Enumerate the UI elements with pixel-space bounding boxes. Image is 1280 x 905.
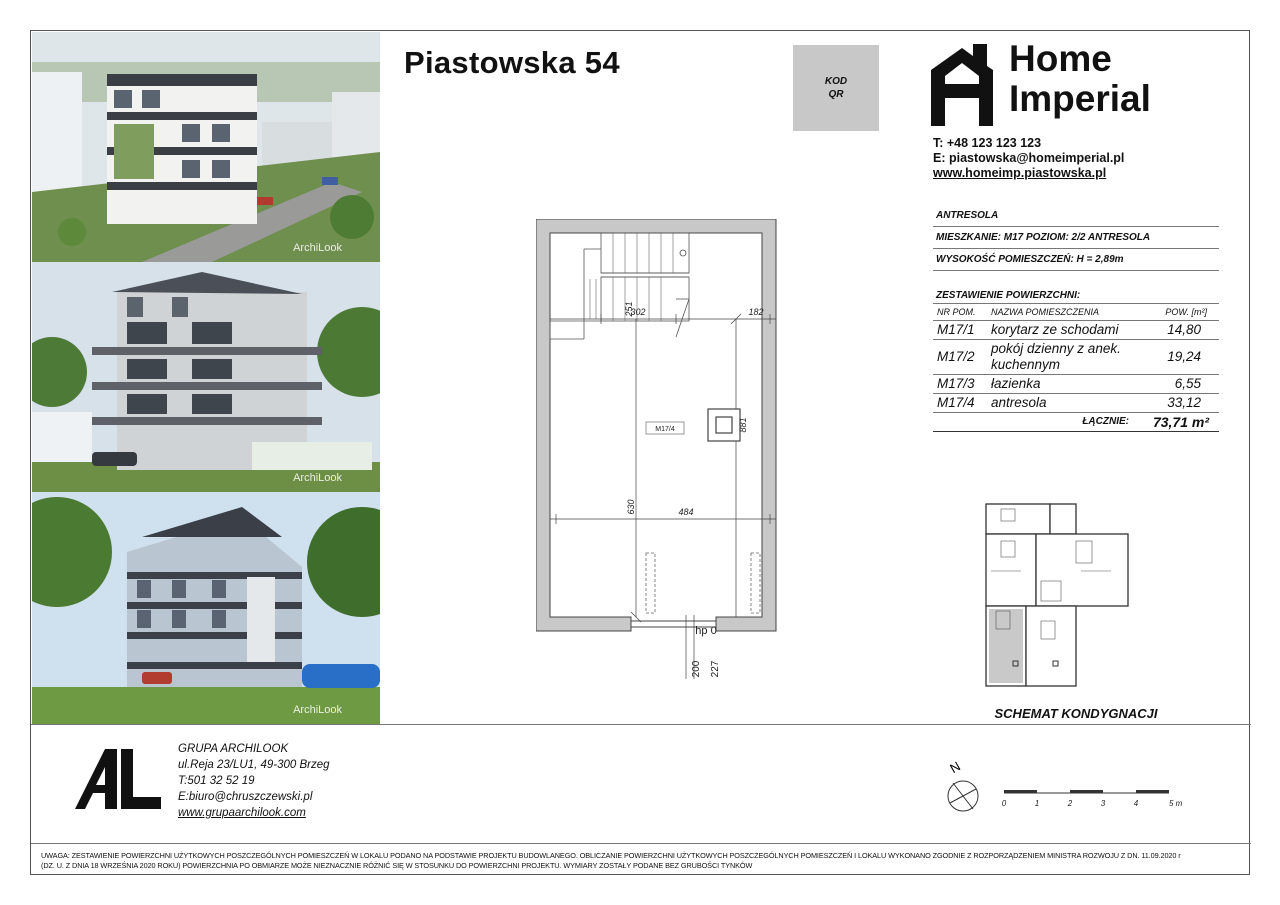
room-name: antresola xyxy=(987,394,1139,413)
dim-label: 302 xyxy=(630,307,646,317)
qr-label: QR xyxy=(828,89,844,100)
disclaimer-line: (DZ. U. Z DNIA 18 WRZEŚNIA 2020 ROKU) POWIERZCHNIA PO OBMIARZE MOŻE NIEZNACZNIE RÓŻNIĆ SIĘ W STOSUNKU DO POWIERZCHNI PROJEKTU. WYMIARY ZOSTAŁY PODANE BEZ GRUBOŚCI TYNKÓW xyxy=(41,861,753,870)
firm-website-link[interactable]: www.grupaarchilook.com xyxy=(178,807,306,819)
floor-schematic xyxy=(981,501,1131,698)
firm-email[interactable]: E:biuro@chruszczewski.pl xyxy=(178,791,313,803)
room-area: 14,80 xyxy=(1139,321,1219,340)
qr-label: KOD xyxy=(824,76,848,87)
dim-label: 881 xyxy=(738,417,748,433)
page-title: Piastowska 54 xyxy=(404,45,620,80)
scale-tick: 4 xyxy=(1133,799,1139,808)
total-row xyxy=(933,413,1219,432)
dim-label: 200 xyxy=(691,660,702,678)
room-area: 6,55 xyxy=(1139,375,1219,394)
dim-label: 251 xyxy=(624,301,634,317)
render-watermark: ArchiLook xyxy=(293,472,342,484)
room-label: M17/4 xyxy=(655,426,675,433)
col-header-name: NAZWA POMIESZCZENIA xyxy=(987,304,1139,321)
room-name: pokój dzienny z anek. kuchennym xyxy=(987,340,1139,375)
brand-name-line: Imperial xyxy=(1009,78,1151,119)
home-imperial-logo-icon xyxy=(931,44,993,131)
render-aerial-view xyxy=(32,32,380,262)
table-row xyxy=(933,340,1219,375)
total-label: ŁĄCZNIE: xyxy=(987,413,1139,432)
room-area: 33,12 xyxy=(1139,394,1219,413)
firm-address: ul.Reja 23/LU1, 49-300 Brzeg xyxy=(178,759,330,771)
scale-tick: 3 xyxy=(1100,799,1106,808)
contact-website-link[interactable]: www.homeimp.piastowska.pl xyxy=(933,166,1107,180)
col-header-nr: NR POM. xyxy=(933,304,987,321)
table-row xyxy=(933,375,1219,394)
room-number: M17/1 xyxy=(933,321,987,340)
room-number: M17/4 xyxy=(933,394,987,413)
render-corner-view xyxy=(32,492,380,724)
table-row xyxy=(933,321,1219,340)
room-name: łazienka xyxy=(987,375,1139,394)
firm-info xyxy=(178,741,330,821)
dim-label: 630 xyxy=(626,499,636,515)
compass-icon xyxy=(941,759,985,820)
archilook-logo-icon xyxy=(75,749,163,816)
disclaimer-line: UWAGA: ZESTAWIENIE POWIERZCHNI UŻYTKOWYCH POSZCZEGÓLNYCH POMIESZCZEŃ W LOKALU PODANO NA PODSTAWIE PROJEKTU BUDOWLANEGO. OBLICZANIE POWIERZCHNI UŻYTKOWYCH POSZCZEGÓLNYCH POMIESZCZEŃ I LOKALU WYKONANO ZGODNIE Z ROZPORZĄDZENIEM MINISTRA ROZWOJU Z DN. 11.09.2020 r xyxy=(41,851,1181,860)
contact-block xyxy=(933,136,1124,181)
brand-name-line: Home xyxy=(1009,38,1112,79)
contact-email[interactable]: E: piastowska@homeimperial.pl xyxy=(933,151,1125,165)
brand-name xyxy=(1009,39,1151,119)
render-watermark: ArchiLook xyxy=(293,704,342,716)
scale-tick: 2 xyxy=(1067,799,1073,808)
room-height: WYSOKOŚĆ POMIESZCZEŃ: H = 2,89m xyxy=(933,249,1219,271)
firm-phone: T:501 32 52 19 xyxy=(178,775,255,787)
floor-plan xyxy=(536,219,786,684)
render-watermark: ArchiLook xyxy=(293,242,342,254)
plan-sheet xyxy=(30,30,1250,875)
render-street-view xyxy=(32,262,380,492)
building-renders xyxy=(32,32,380,724)
scale-tick: 0 xyxy=(1001,799,1007,808)
room-area: 19,24 xyxy=(1139,340,1219,375)
compass-north-label: N xyxy=(947,759,963,777)
scale-bar xyxy=(1001,787,1221,816)
firm-name: GRUPA ARCHILOOK xyxy=(178,743,289,755)
apartment-level: MIESZKANIE: M17 POZIOM: 2/2 ANTRESOLA xyxy=(933,227,1219,249)
level-name: ANTRESOLA xyxy=(933,205,1219,227)
disclaimer-note xyxy=(41,851,1241,871)
divider-line xyxy=(31,724,1251,725)
scale-tick: 1 xyxy=(1034,799,1040,808)
col-header-area: POW. [m²] xyxy=(1139,304,1219,321)
table-row xyxy=(933,394,1219,413)
summary-title: ZESTAWIENIE POWIERZCHNI: xyxy=(936,289,1081,301)
room-number: M17/3 xyxy=(933,375,987,394)
area-table xyxy=(933,303,1219,432)
room-number: M17/2 xyxy=(933,340,987,375)
dim-label: 182 xyxy=(748,307,764,317)
total-value: 73,71 m² xyxy=(1139,413,1219,432)
height-marker: hp 0 xyxy=(695,625,717,637)
contact-phone: T: +48 123 123 123 xyxy=(933,136,1042,150)
scale-tick: 5 m xyxy=(1169,799,1183,808)
divider-line xyxy=(31,843,1251,844)
room-name: korytarz ze schodami xyxy=(987,321,1139,340)
schematic-label: SCHEMAT KONDYGNACJI xyxy=(994,706,1158,721)
apartment-info xyxy=(933,205,1219,432)
dim-label: 227 xyxy=(710,660,721,678)
qr-code-placeholder xyxy=(793,45,879,131)
dim-label: 484 xyxy=(678,507,694,517)
